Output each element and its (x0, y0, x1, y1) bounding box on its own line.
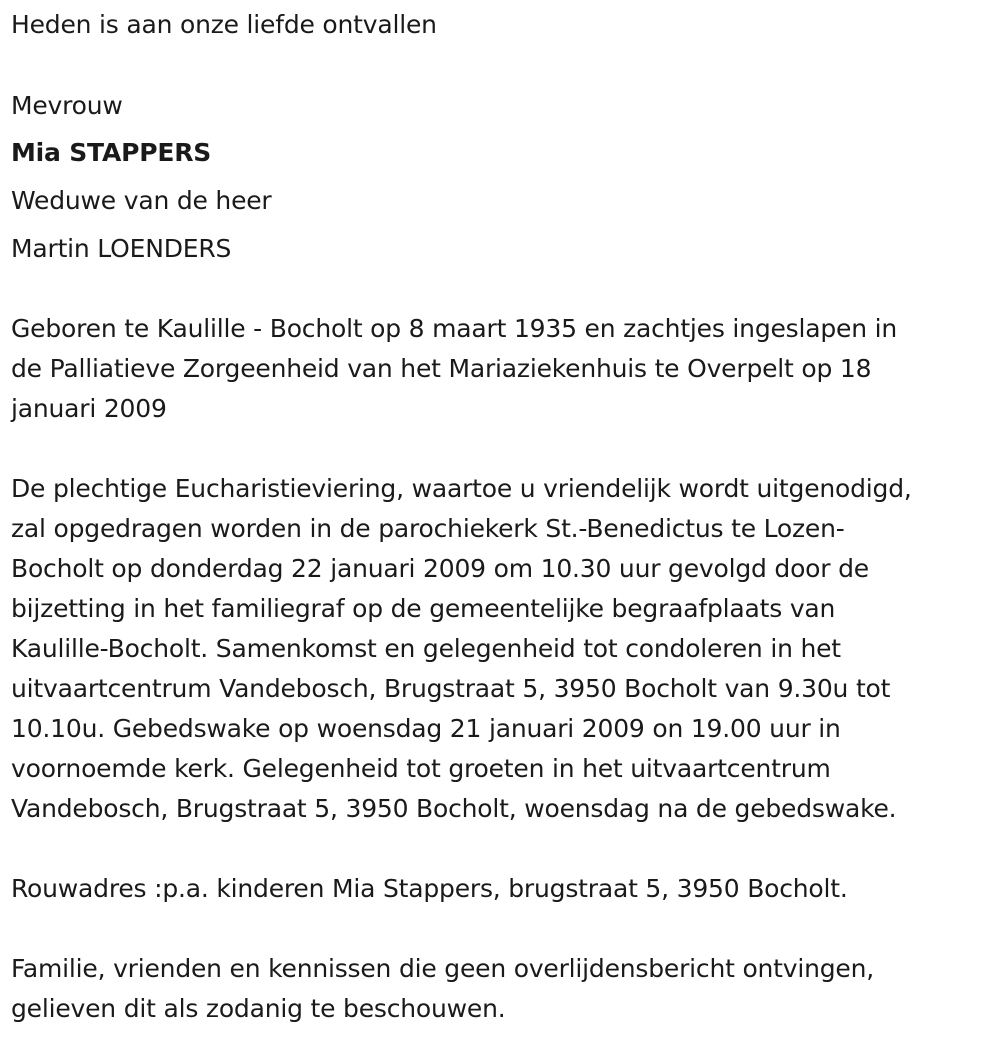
deceased-name: Mia STAPPERS (11, 138, 212, 167)
birth-line: de Palliatieve Zorgeenheid van het Mariaziekenhuis te Overpelt op 18 (11, 354, 872, 383)
ceremony-line: voornoemde kerk. Gelegenheid tot groeten in het uitvaartcentrum (11, 754, 831, 783)
birth-paragraph (11, 309, 986, 429)
closing-line: gelieven dit als zodanig te beschouwen. (11, 994, 506, 1023)
ceremony-line: bijzetting in het familiegraf op de gemeentelijke begraafplaats van (11, 594, 836, 623)
ceremony-line: Vandebosch, Brugstraat 5, 3950 Bocholt, woensdag na de gebedswake. (11, 794, 897, 823)
address-line: Rouwadres :p.a. kinderen Mia Stappers, brugstraat 5, 3950 Bocholt. (11, 874, 848, 903)
ceremony-paragraph (11, 469, 986, 829)
closing-paragraph (11, 949, 986, 1029)
closing-line: Familie, vrienden en kennissen die geen overlijdensbericht ontvingen, (11, 954, 875, 983)
birth-line: Geboren te Kaulille - Bocholt op 8 maart 1935 en zachtjes ingeslapen in (11, 314, 897, 343)
ceremony-line: Bocholt op donderdag 22 januari 2009 om 10.30 uur gevolgd door de (11, 554, 869, 583)
ceremony-line: uitvaartcentrum Vandebosch, Brugstraat 5, 3950 Bocholt van 9.30u tot (11, 674, 891, 703)
birth-line: januari 2009 (11, 394, 167, 423)
ceremony-line: 10.10u. Gebedswake op woensdag 21 januari 2009 on 19.00 uur in (11, 714, 841, 743)
ceremony-line: De plechtige Eucharistieviering, waartoe u vriendelijk wordt uitgenodigd, (11, 474, 912, 503)
salutation: Mevrouw (11, 91, 123, 120)
spouse-name: Martin LOENDERS (11, 234, 232, 263)
ceremony-line: zal opgedragen worden in de parochiekerk St.-Benedictus te Lozen- (11, 514, 845, 543)
intro-line: Heden is aan onze liefde ontvallen (11, 10, 437, 39)
ceremony-line: Kaulille-Bocholt. Samenkomst en gelegenheid tot condoleren in het (11, 634, 841, 663)
relation-line: Weduwe van de heer (11, 186, 272, 215)
